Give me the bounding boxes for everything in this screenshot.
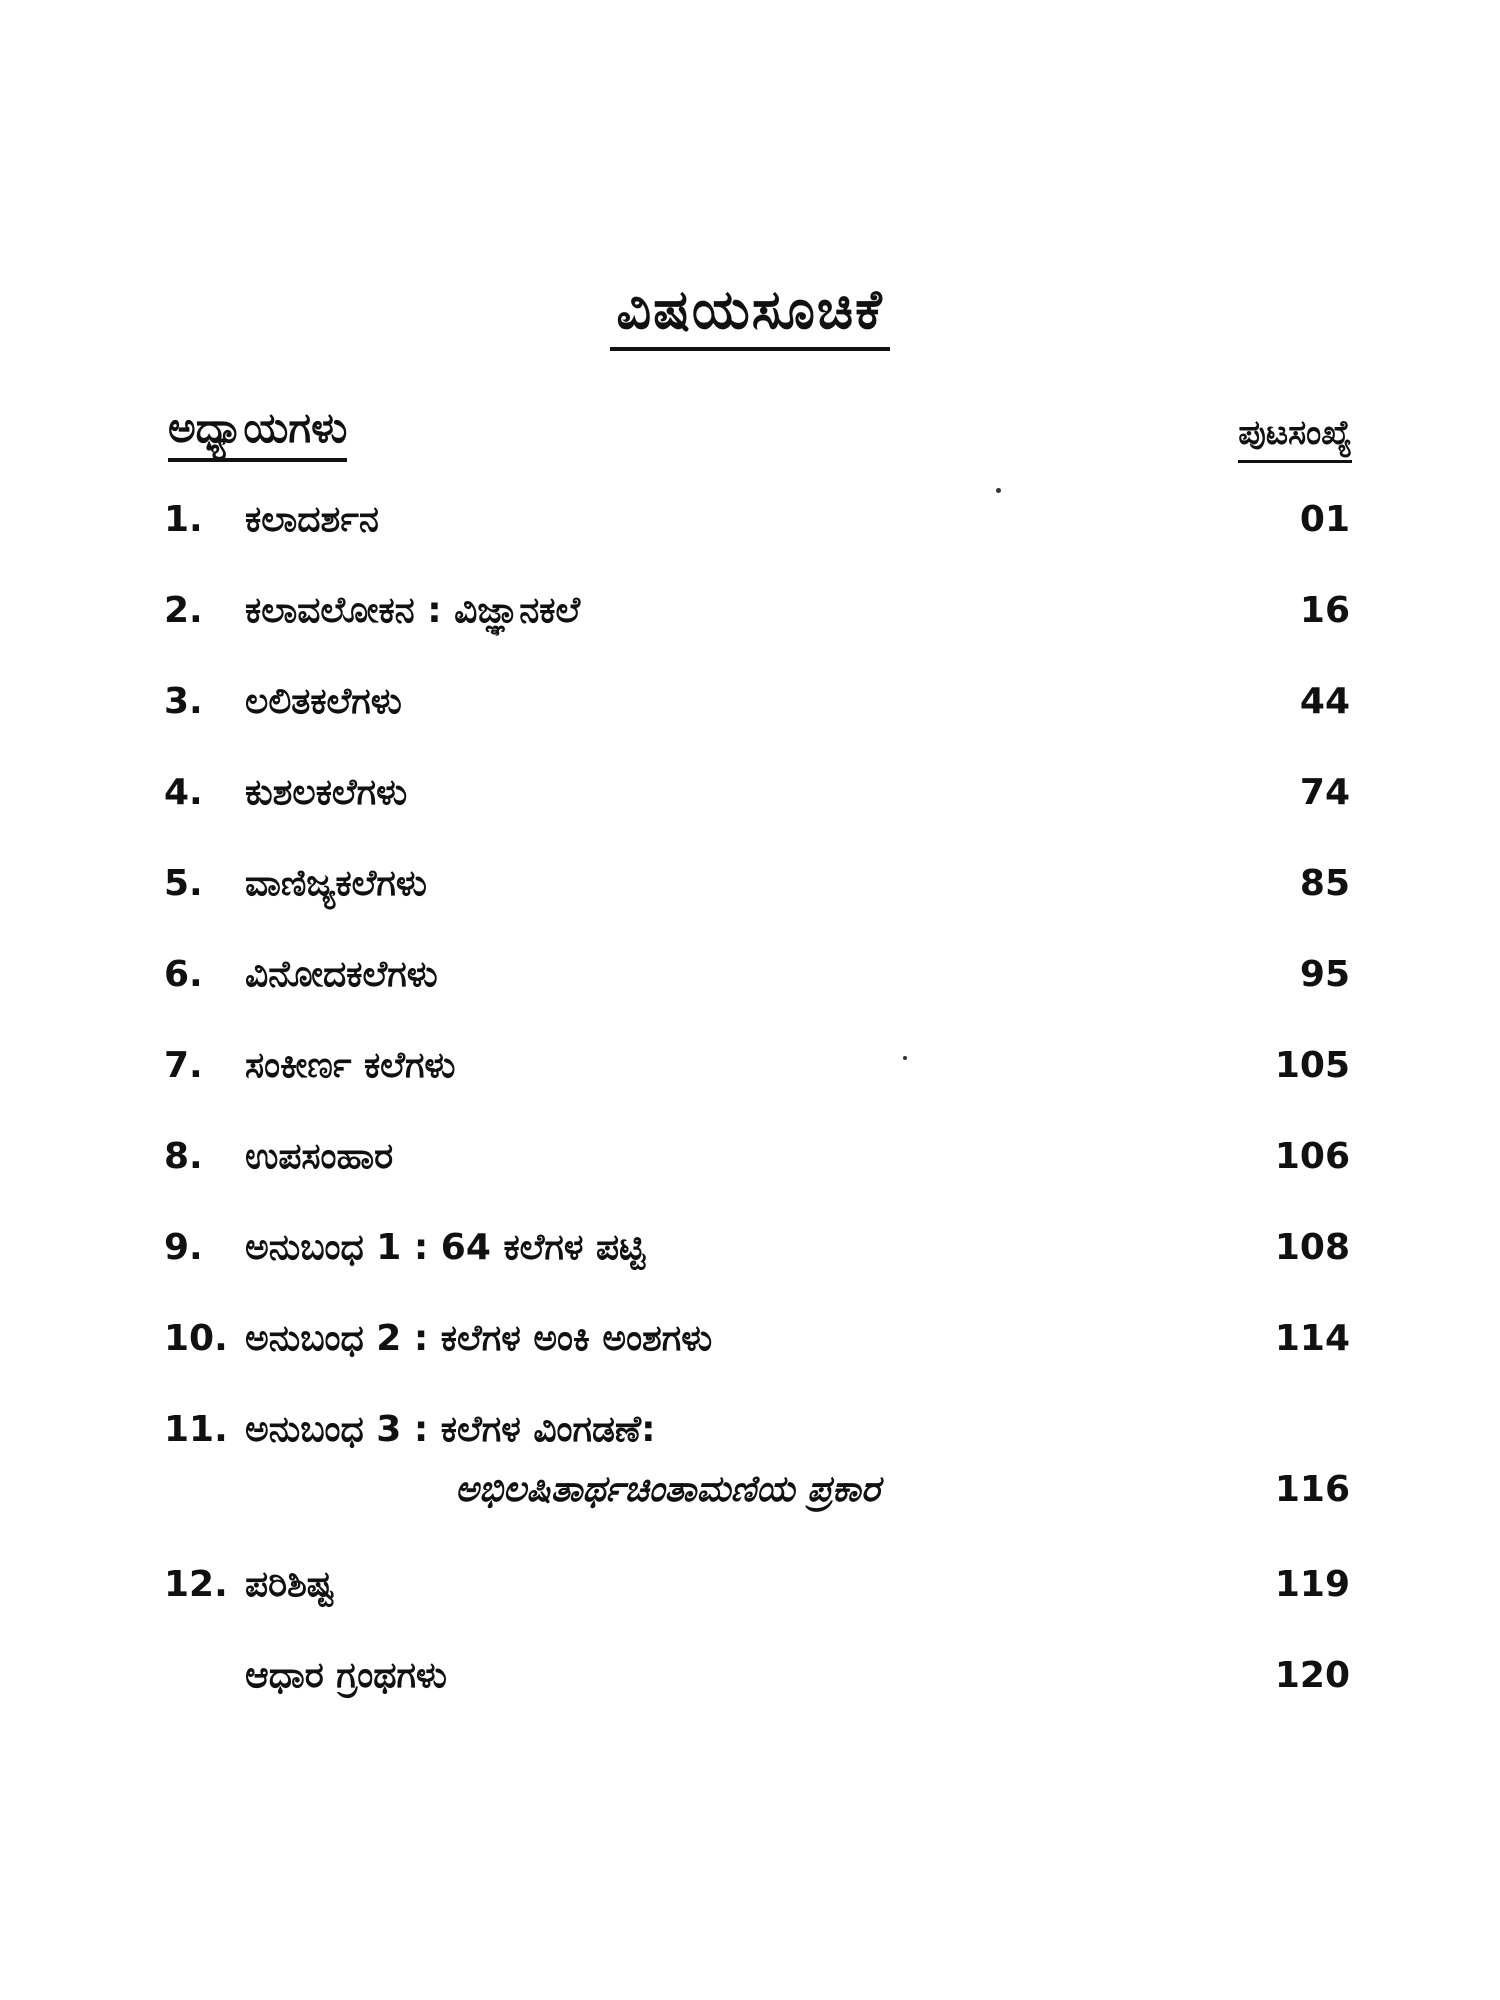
chapters-header: ಅಧ್ಯಾಯಗಳು [168, 400, 347, 462]
toc-entry [0, 1036, 1500, 1096]
page-number-header: ಪುಟಸಂಖ್ಯೆ [1238, 408, 1352, 463]
entry-title: ಅನುಬಂಧ 2 : ಕಲೆಗಳ ಅಂಕಿ ಅಂಶಗಳು [245, 1318, 713, 1359]
entry-page: 119 [1274, 1564, 1350, 1605]
page-title-text: ವಿಷಯಸೂಚಿಕೆ [610, 275, 889, 351]
scan-speck [996, 488, 1001, 493]
entry-title: ಅನುಬಂಧ 1 : 64 ಕಲೆಗಳ ಪಟ್ಟಿ [245, 1227, 646, 1268]
entry-page: 105 [1274, 1045, 1350, 1086]
entry-title-continuation: ಅಭಿಲಷಿತಾರ್ಥಚಿಂತಾಮಣಿಯ ಪ್ರಕಾರ [455, 1469, 880, 1510]
entry-page: 108 [1274, 1227, 1350, 1268]
entry-page: 44 [1299, 681, 1350, 722]
entry-number: 2. [164, 590, 203, 631]
entry-page: 116 [1274, 1469, 1350, 1510]
entry-title: ಸಂಕೀರ್ಣ ಕಲೆಗಳು [245, 1045, 456, 1086]
toc-entry [0, 672, 1500, 732]
entry-page: 114 [1274, 1318, 1350, 1359]
entry-page: 01 [1299, 499, 1350, 540]
entry-title: ಆಧಾರ ಗ್ರಂಥಗಳು [245, 1655, 447, 1696]
entry-number: 10. [164, 1318, 228, 1359]
entry-number: 4. [164, 772, 203, 813]
entry-title: ಕಲಾದರ್ಶನ [245, 499, 379, 540]
page-title [0, 275, 1500, 351]
entry-number: 7. [164, 1045, 203, 1086]
toc-entry [0, 854, 1500, 914]
entry-title: ವಿನೋದಕಲೆಗಳು [245, 954, 438, 995]
scan-speck [903, 1056, 907, 1060]
entry-page: 95 [1299, 954, 1350, 995]
entry-page: 74 [1299, 772, 1350, 813]
toc-entry [0, 1555, 1500, 1615]
entry-page: 85 [1299, 863, 1350, 904]
entry-number: 5. [164, 863, 203, 904]
entry-number: 6. [164, 954, 203, 995]
entry-number: 8. [164, 1136, 203, 1177]
entry-title: ಉಪಸಂಹಾರ [245, 1136, 394, 1177]
entry-title: ಪರಿಶಿಷ್ಟ [245, 1564, 334, 1605]
toc-entry [0, 490, 1500, 550]
toc-entry [0, 945, 1500, 1005]
toc-entry [0, 1218, 1500, 1278]
toc-entry [0, 763, 1500, 823]
toc-entry [0, 1400, 1500, 1510]
toc-entry [0, 1309, 1500, 1369]
entry-number: 3. [164, 681, 203, 722]
entry-page: 106 [1274, 1136, 1350, 1177]
entry-title: ಕಲಾವಲೋಕನ : ವಿಜ್ಞಾನಕಲೆ [245, 590, 581, 631]
entry-title: ಅನುಬಂಧ 3 : ಕಲೆಗಳ ವಿಂಗಡಣೆ: [245, 1409, 656, 1450]
toc-entry [0, 1127, 1500, 1187]
entry-title: ಲಲಿತಕಲೆಗಳು [245, 681, 402, 722]
entry-page: 120 [1274, 1655, 1350, 1696]
entry-page: 16 [1299, 590, 1350, 631]
entry-number: 9. [164, 1227, 203, 1268]
entry-title: ವಾಣಿಜ್ಯಕಲೆಗಳು [245, 863, 427, 904]
entry-title: ಕುಶಲಕಲೆಗಳು [245, 772, 408, 813]
entry-number: 12. [164, 1564, 228, 1605]
entry-number: 1. [164, 499, 203, 540]
toc-entry [0, 581, 1500, 641]
toc-entry [0, 1646, 1500, 1706]
entry-number: 11. [164, 1409, 228, 1450]
